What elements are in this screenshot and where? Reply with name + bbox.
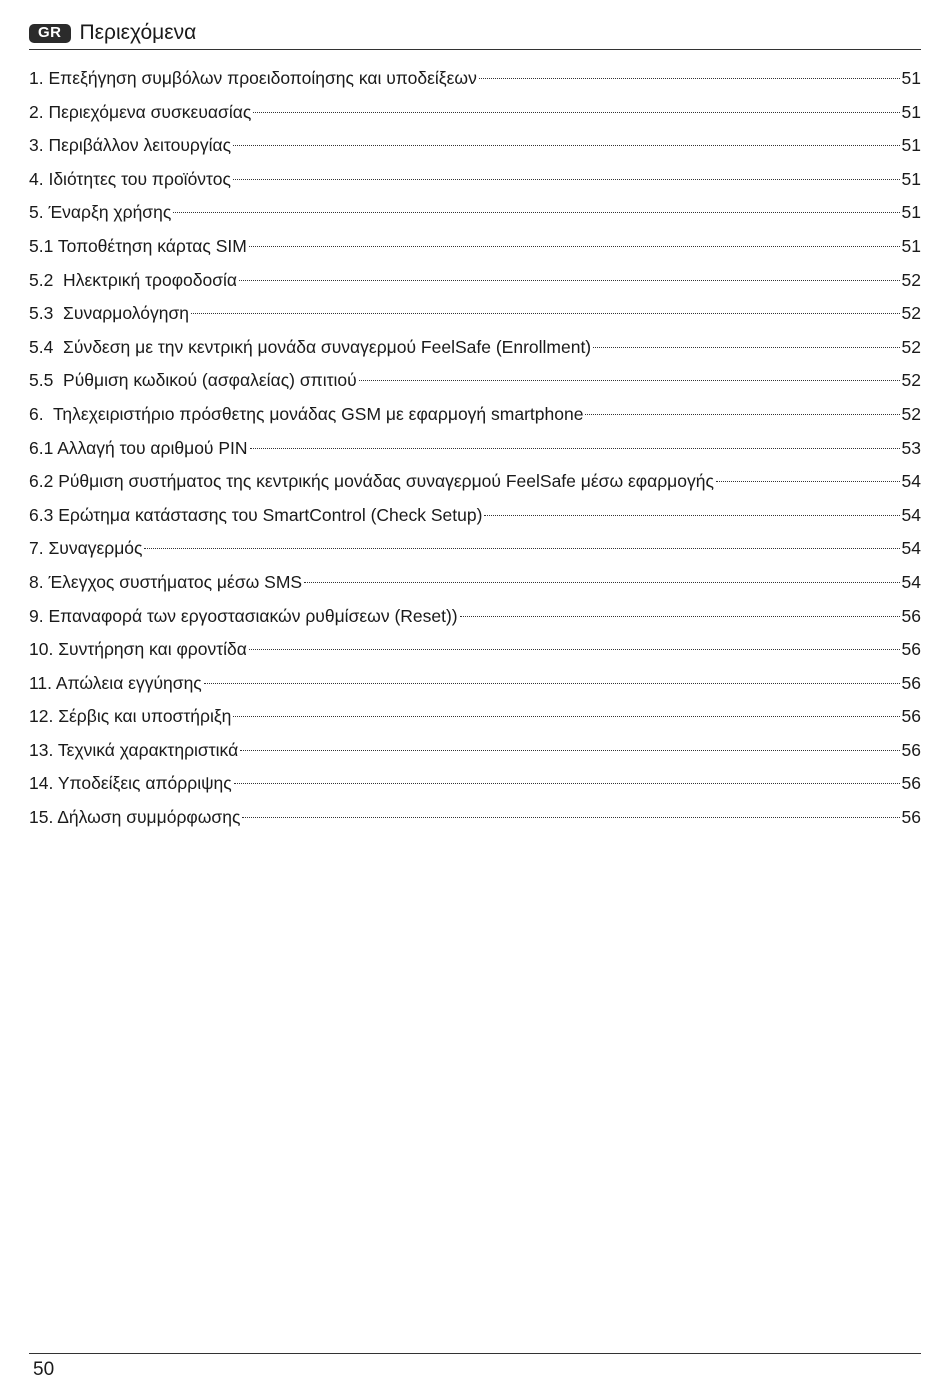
toc-entry-page: 53 xyxy=(901,437,921,458)
toc-entry-label: 7. Συναγερμός xyxy=(29,538,143,559)
toc-entry-label: 15. Δήλωση συμμόρφωσης xyxy=(29,807,241,828)
toc-entry[interactable] xyxy=(29,532,921,566)
toc-entry[interactable] xyxy=(29,499,921,533)
toc-entry-page: 51 xyxy=(901,202,921,223)
header-divider xyxy=(29,49,921,50)
toc-entry-label: 3. Περιβάλλον λειτουργίας xyxy=(29,135,232,156)
toc-entry-label: 14. Υποδείξεις απόρριψης xyxy=(29,773,232,794)
toc-entry-page: 51 xyxy=(901,68,921,88)
toc-dot-leader xyxy=(479,78,900,79)
toc-dot-leader xyxy=(253,112,899,113)
toc-dot-leader xyxy=(242,817,899,818)
toc-dot-leader xyxy=(460,616,900,617)
toc-entry-label: 9. Επαναφορά των εργοστασιακών ρυθμίσεων (Reset)) xyxy=(29,605,458,626)
toc-entry-page: 54 xyxy=(901,538,921,559)
toc-entry[interactable] xyxy=(29,801,921,835)
toc-entry-label: 5.4 Σύνδεση με την κεντρική μονάδα συναγερμού FeelSafe (Enrollment) xyxy=(29,336,592,357)
toc-entry[interactable] xyxy=(29,600,921,634)
toc-entry-label: 11. Απώλεια εγγύησης xyxy=(29,672,202,693)
toc-entry-page: 51 xyxy=(901,135,921,156)
toc-entry-page: 52 xyxy=(901,269,921,290)
toc-entry[interactable] xyxy=(29,767,921,801)
toc-dot-leader xyxy=(716,481,900,482)
toc-entry[interactable] xyxy=(29,331,921,365)
toc-entry-label: 5.1 Τοποθέτηση κάρτας SIM xyxy=(29,235,247,256)
toc-entry[interactable] xyxy=(29,129,921,163)
toc-entry[interactable] xyxy=(29,633,921,667)
toc-entry-page: 56 xyxy=(901,672,921,693)
toc-entry-label: 5.5 Ρύθμιση κωδικού (ασφαλείας) σπιτιού xyxy=(29,370,357,391)
toc-entry-label: 1. Επεξήγηση συμβόλων προειδοποίησης και υποδείξεων xyxy=(29,68,477,88)
toc-entry-label: 5.3 Συναρμολόγηση xyxy=(29,303,189,324)
toc-dot-leader xyxy=(240,750,899,751)
toc-entry-label: 5. Έναρξη χρήσης xyxy=(29,202,172,223)
toc-entry-page: 56 xyxy=(901,807,921,828)
toc-entry-page: 52 xyxy=(901,303,921,324)
language-badge: GR xyxy=(29,24,71,43)
toc-entry-page: 56 xyxy=(901,706,921,727)
toc-entry-label: 8. Έλεγχος συστήματος μέσω SMS xyxy=(29,571,303,592)
toc-entry[interactable] xyxy=(29,96,921,130)
toc-entry-page: 54 xyxy=(901,571,921,592)
toc-entry-page: 56 xyxy=(901,605,921,626)
toc-entry[interactable] xyxy=(29,230,921,264)
toc-dot-leader xyxy=(249,246,900,247)
toc-dot-leader xyxy=(484,515,899,516)
toc-dot-leader xyxy=(233,716,899,717)
toc-dot-leader xyxy=(304,582,899,583)
toc-dot-leader xyxy=(239,280,899,281)
toc-dot-leader xyxy=(191,313,900,314)
toc-entry[interactable] xyxy=(29,432,921,466)
toc-entry-page: 52 xyxy=(901,403,921,424)
toc-entry-page: 54 xyxy=(901,504,921,525)
toc-entry[interactable] xyxy=(29,62,921,96)
toc-entry-label: 6.1 Αλλαγή του αριθμού PIN xyxy=(29,437,248,458)
toc-entry[interactable] xyxy=(29,196,921,230)
toc-dot-leader xyxy=(233,179,900,180)
toc-entry-page: 52 xyxy=(901,336,921,357)
toc-entry-page: 56 xyxy=(901,639,921,660)
toc-entry-label: 13. Τεχνικά χαρακτηριστικά xyxy=(29,739,239,760)
toc-entry-label: 6. Τηλεχειριστήριο πρόσθετης μονάδας GSM με εφαρμογή smartphone xyxy=(29,403,584,424)
toc-dot-leader xyxy=(234,783,900,784)
toc-entry-label: 2. Περιεχόμενα συσκευασίας xyxy=(29,101,252,122)
toc-dot-leader xyxy=(249,649,900,650)
toc-dot-leader xyxy=(233,145,899,146)
page-header xyxy=(29,18,921,48)
toc-entry[interactable] xyxy=(29,297,921,331)
toc-entry-page: 51 xyxy=(901,168,921,189)
toc-entry-label: 4. Ιδιότητες του προϊόντος xyxy=(29,168,231,189)
toc-entry[interactable] xyxy=(29,398,921,432)
toc-dot-leader xyxy=(250,448,900,449)
toc-entry-page: 51 xyxy=(901,235,921,256)
toc-entry[interactable] xyxy=(29,566,921,600)
toc-entry-label: 6.2 Ρύθμιση συστήματος της κεντρικής μονάδας συναγερμού FeelSafe μέσω εφαρμογής xyxy=(29,471,714,492)
toc-entry[interactable] xyxy=(29,364,921,398)
toc-dot-leader xyxy=(204,683,900,684)
toc-entry-label: 6.3 Ερώτημα κατάστασης του SmartControl (Check Setup) xyxy=(29,504,483,525)
toc-dot-leader xyxy=(585,414,899,415)
toc-entry[interactable] xyxy=(29,734,921,768)
toc-entry-label: 10. Συντήρηση και φροντίδα xyxy=(29,639,247,660)
toc-entry[interactable] xyxy=(29,264,921,298)
toc-dot-leader xyxy=(144,548,899,549)
table-of-contents xyxy=(29,62,921,835)
page-title: Περιεχόμενα xyxy=(79,21,197,44)
footer-divider xyxy=(29,1353,921,1354)
toc-dot-leader xyxy=(593,347,899,348)
toc-entry-page: 51 xyxy=(901,101,921,122)
toc-entry-page: 56 xyxy=(901,773,921,794)
toc-entry-page: 56 xyxy=(901,739,921,760)
toc-entry[interactable] xyxy=(29,163,921,197)
toc-entry[interactable] xyxy=(29,465,921,499)
toc-entry-page: 54 xyxy=(901,471,921,492)
toc-dot-leader xyxy=(359,380,900,381)
toc-entry-page: 52 xyxy=(901,370,921,391)
toc-entry-label: 12. Σέρβις και υποστήριξη xyxy=(29,706,232,727)
page-number: 50 xyxy=(33,1359,55,1380)
toc-entry[interactable] xyxy=(29,700,921,734)
toc-entry[interactable] xyxy=(29,667,921,701)
toc-dot-leader xyxy=(173,212,899,213)
toc-entry-label: 5.2 Ηλεκτρική τροφοδοσία xyxy=(29,269,238,290)
